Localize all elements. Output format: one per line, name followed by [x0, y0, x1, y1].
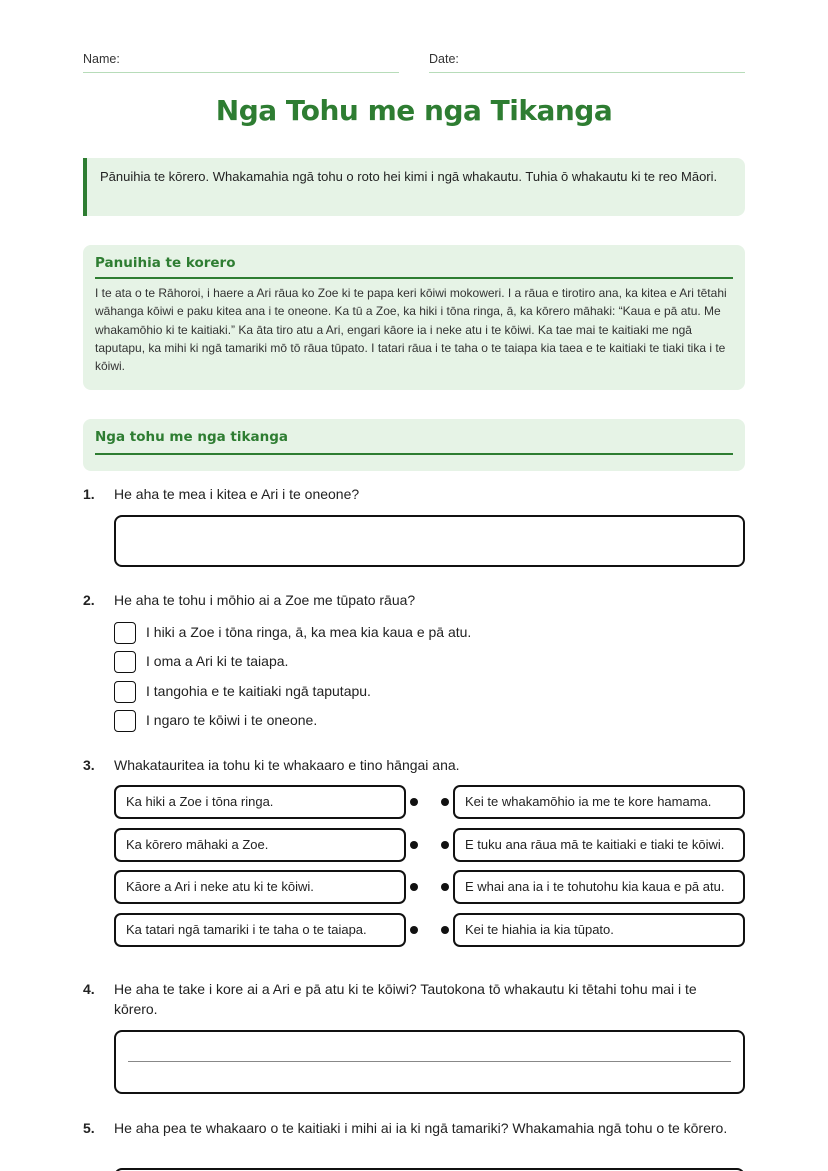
questions-section-header: [83, 419, 745, 471]
match-right-2: E tuku ana rāua mā te kaitiaki e tiaki te kōiwi.: [453, 828, 745, 862]
question-number: 4.: [83, 981, 95, 997]
question-text: Whakatauritea ia tohu ki te whakaaro e tino hāngai ana.: [114, 757, 460, 773]
instructions-box: [83, 158, 745, 216]
match-left-1: Ka hiki a Zoe i tōna ringa.: [114, 785, 406, 819]
question-number: 1.: [83, 486, 95, 502]
reading-section: [83, 245, 745, 390]
checkbox[interactable]: [114, 681, 136, 703]
questions-heading: Nga tohu me nga tikanga: [95, 429, 733, 455]
date-label: Date:: [429, 52, 459, 66]
name-field[interactable]: [83, 52, 399, 73]
match-right-4: Kei te hiahia ia kia tūpato.: [453, 913, 745, 947]
match-dot-left-2[interactable]: [410, 841, 418, 849]
date-field[interactable]: [429, 52, 745, 73]
match-right-1: Kei te whakamōhio ia me te kore hamama.: [453, 785, 745, 819]
match-dot-right-1[interactable]: [441, 798, 449, 806]
match-dot-left-4[interactable]: [410, 926, 418, 934]
header-fields: [83, 52, 745, 74]
answer-box-4[interactable]: [114, 1030, 745, 1094]
option-label: I oma a Ari ki te taiapa.: [146, 653, 289, 669]
match-dot-right-4[interactable]: [441, 926, 449, 934]
match-left-2: Ka kōrero māhaki a Zoe.: [114, 828, 406, 862]
checkbox[interactable]: [114, 622, 136, 644]
page-title: Nga Tohu me nga Tikanga: [215, 94, 613, 127]
question-number: 3.: [83, 757, 95, 773]
option-label: I hiki a Zoe i tōna ringa, ā, ka mea kia kaua e pā atu.: [146, 624, 472, 640]
option-label: I ngaro te kōiwi i te oneone.: [146, 712, 318, 728]
match-dot-left-3[interactable]: [410, 883, 418, 891]
match-left-4: Ka tatari ngā tamariki i te taha o te taiapa.: [114, 913, 406, 947]
question-text: He aha te take i kore ai a Ari e pā atu ki te kōiwi? Tautokona tō whakautu ki tētahi tohu mai i te kōrero.: [114, 981, 697, 1017]
question-text: He aha pea te whakaaro o te kaitiaki i mihi ai ia ki ngā tamariki? Whakamahia ngā tohu o te kōrero.: [114, 1120, 728, 1136]
name-label: Name:: [83, 52, 120, 66]
answer-line: [128, 1061, 731, 1062]
checkbox[interactable]: [114, 710, 136, 732]
question-text: He aha te mea i kitea e Ari i te oneone?: [114, 486, 360, 502]
reading-text: I te ata o te Rāhoroi, i haere a Ari rāua ko Zoe ki te papa keri kōiwi mokoweri. I a rāua e tirotiro ana, ka kitea e Ari tētahi wāhanga kōiwi e paku kitea ana i te oneone. Ka tū a Zoe, ka hiki i tōna ringa, ā, ka kōrero māhaki: “Kaua e pā atu. Me whakamōhio ki te kaitiaki.” Ka āta tiro atu a Ari, engari kāore ia i neke atu i te kōiwi. Ka tae mai te kaitiaki me ngā taputapu, ka mihi ki ngā tamariki mō tō rāua tūpato. I tatari rāua i te taha o te taiapa kia taea e te kaitiaki te tiaki tika i te kōiwi.: [95, 286, 727, 374]
answer-box-1[interactable]: [114, 515, 745, 567]
instructions-text: Pānuihia te kōrero. Whakamahia ngā tohu o roto hei kimi i ngā whakautu. Tuhia ō whakautu ki te reo Māori.: [100, 169, 718, 184]
reading-heading: Panuihia te korero: [95, 255, 733, 279]
match-dot-right-2[interactable]: [441, 841, 449, 849]
question-text: He aha te tohu i mōhio ai a Zoe me tūpato rāua?: [114, 592, 416, 608]
checkbox[interactable]: [114, 651, 136, 673]
question-number: 2.: [83, 592, 95, 608]
match-dot-right-3[interactable]: [441, 883, 449, 891]
match-dot-left-1[interactable]: [410, 798, 418, 806]
option-label: I tangohia e te kaitiaki ngā taputapu.: [146, 683, 371, 699]
question-number: 5.: [83, 1120, 95, 1136]
match-right-3: E whai ana ia i te tohutohu kia kaua e pā atu.: [453, 870, 745, 904]
match-left-3: Kāore a Ari i neke atu ki te kōiwi.: [114, 870, 406, 904]
